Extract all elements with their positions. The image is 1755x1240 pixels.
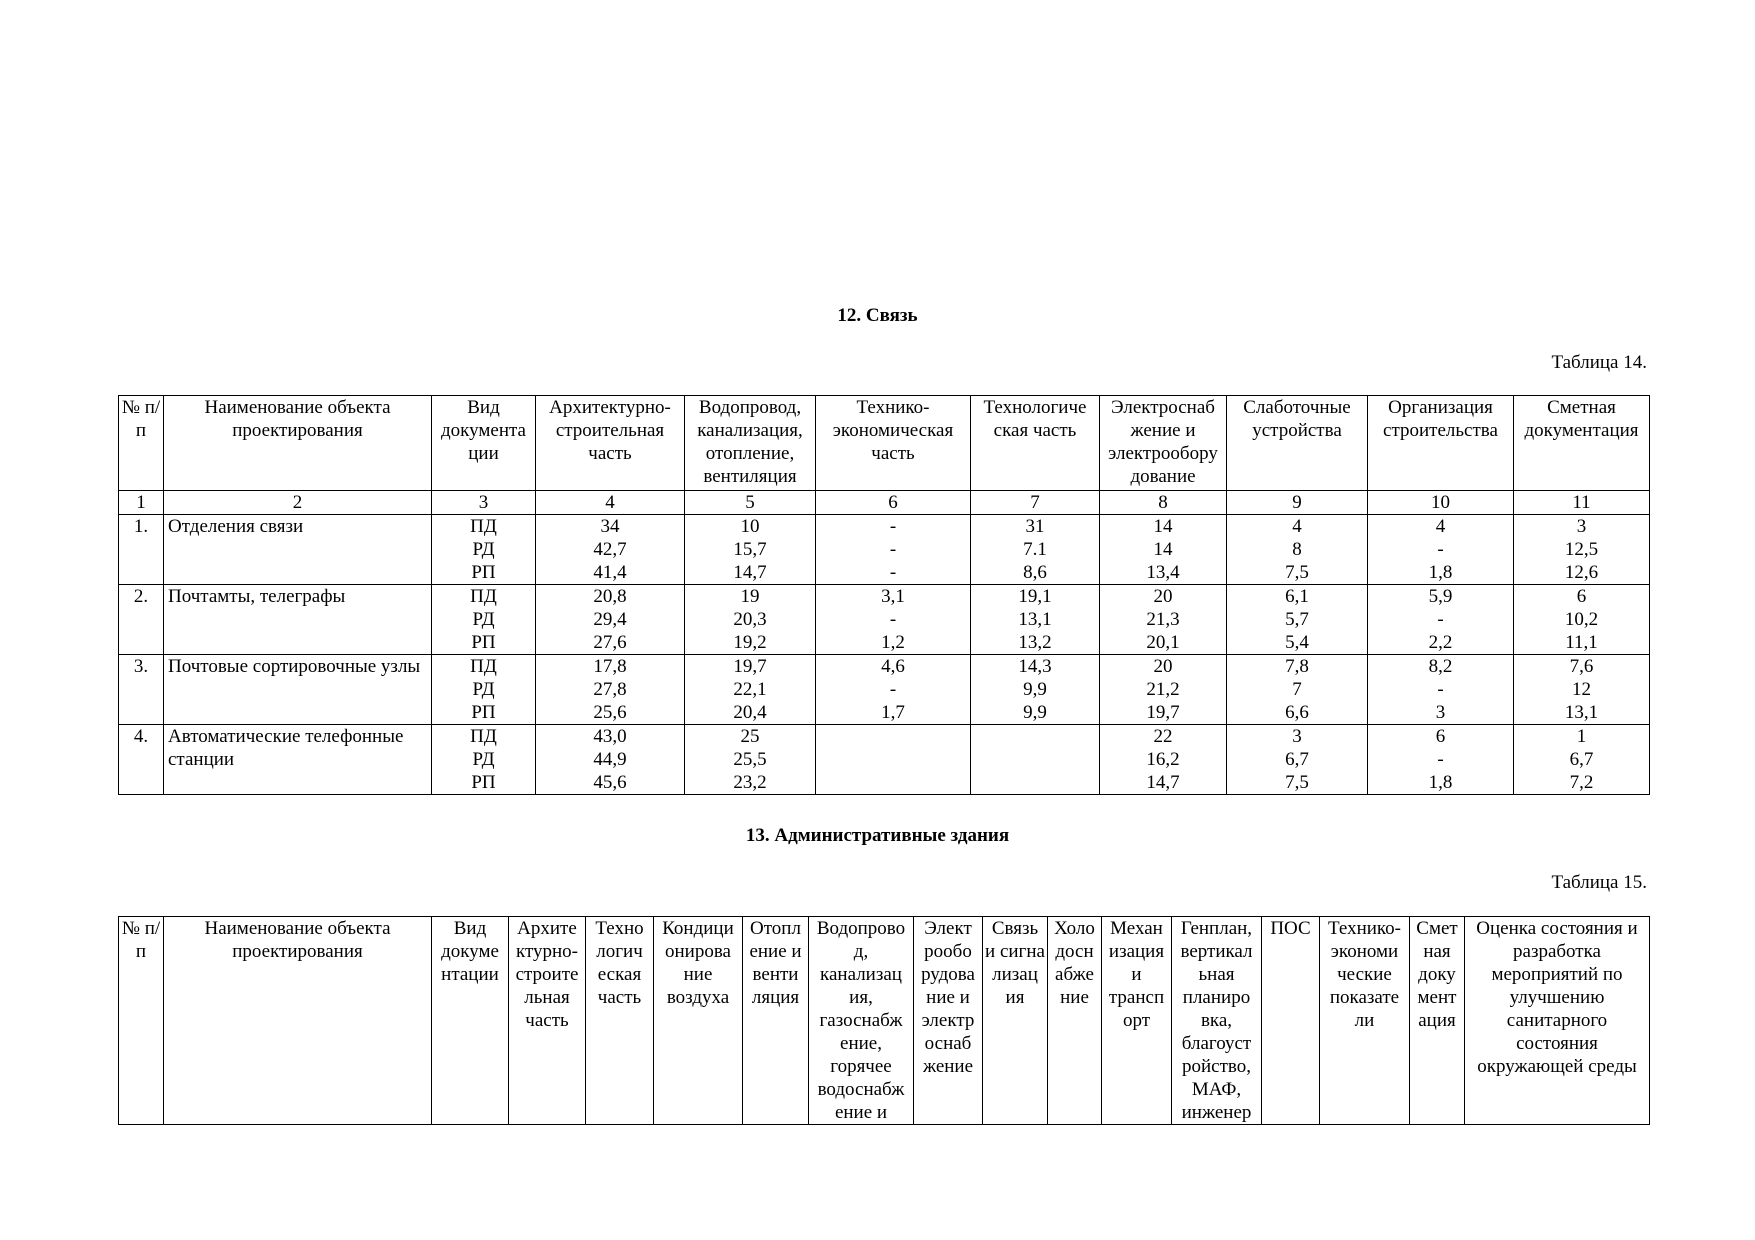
header-cell: Архитектурно-строительная часть bbox=[536, 396, 685, 491]
header-cell: Элект рообо рудова ние и электр оснаб жение bbox=[914, 917, 983, 1125]
column-number: 6 bbox=[816, 491, 971, 515]
header-cell: Связь и сигна лизац ия bbox=[983, 917, 1048, 1125]
object-name: Почтовые сортировочные узлы bbox=[164, 655, 432, 725]
section-title-communications: 12. Связь bbox=[837, 305, 918, 326]
value-cell: - - - bbox=[816, 515, 971, 585]
value-cell: 8,2 - 3 bbox=[1368, 655, 1514, 725]
value-cell: 20 21,2 19,7 bbox=[1100, 655, 1227, 725]
header-cell: № п/п bbox=[119, 396, 164, 491]
header-row bbox=[119, 396, 1650, 491]
table-caption-14: Таблица 14. bbox=[1551, 352, 1647, 373]
value-cell: 43,0 44,9 45,6 bbox=[536, 725, 685, 795]
value-cell: 3 12,5 12,6 bbox=[1514, 515, 1650, 585]
value-cell: 7,8 7 6,6 bbox=[1227, 655, 1368, 725]
row-number: 3. bbox=[119, 655, 164, 725]
column-number: 1 bbox=[119, 491, 164, 515]
header-cell: Электроснаб жение и электрообору дование bbox=[1100, 396, 1227, 491]
header-cell: Отопл ение и венти ляция bbox=[743, 917, 809, 1125]
table-row bbox=[119, 725, 1650, 795]
value-cell: 7,6 12 13,1 bbox=[1514, 655, 1650, 725]
value-cell bbox=[971, 725, 1100, 795]
object-name: Отделения связи bbox=[164, 515, 432, 585]
value-cell: 25 25,5 23,2 bbox=[685, 725, 816, 795]
column-number: 5 bbox=[685, 491, 816, 515]
value-cell: 6,1 5,7 5,4 bbox=[1227, 585, 1368, 655]
value-cell: 20,8 29,4 27,6 bbox=[536, 585, 685, 655]
value-cell: 22 16,2 14,7 bbox=[1100, 725, 1227, 795]
header-cell: Вид докуме нтации bbox=[432, 917, 509, 1125]
header-cell: Слаботочные устройства bbox=[1227, 396, 1368, 491]
value-cell: 20 21,3 20,1 bbox=[1100, 585, 1227, 655]
header-cell: Техно логич еская часть bbox=[586, 917, 654, 1125]
value-cell: 4 - 1,8 bbox=[1368, 515, 1514, 585]
value-cell bbox=[816, 725, 971, 795]
value-cell: 34 42,7 41,4 bbox=[536, 515, 685, 585]
table-communications bbox=[118, 395, 1650, 795]
header-cell: Водопровод, канализация, отопление, вентиляция bbox=[685, 396, 816, 491]
header-cell: Организация строительства bbox=[1368, 396, 1514, 491]
doc-type-cell: ПД РД РП bbox=[432, 515, 536, 585]
column-number: 8 bbox=[1100, 491, 1227, 515]
value-cell: 19,1 13,1 13,2 bbox=[971, 585, 1100, 655]
header-cell: ПОС bbox=[1262, 917, 1320, 1125]
value-cell: 4 8 7,5 bbox=[1227, 515, 1368, 585]
header-cell: Кондици онирова ние воздуха bbox=[654, 917, 743, 1125]
row-number: 4. bbox=[119, 725, 164, 795]
column-number-row bbox=[119, 491, 1650, 515]
header-cell: Смет ная доку мент ация bbox=[1410, 917, 1465, 1125]
column-number: 7 bbox=[971, 491, 1100, 515]
value-cell: 4,6 - 1,7 bbox=[816, 655, 971, 725]
row-number: 2. bbox=[119, 585, 164, 655]
table-row bbox=[119, 585, 1650, 655]
object-name: Почтамты, телеграфы bbox=[164, 585, 432, 655]
value-cell: 6 10,2 11,1 bbox=[1514, 585, 1650, 655]
value-cell: 19 20,3 19,2 bbox=[685, 585, 816, 655]
header-cell: Сметная документация bbox=[1514, 396, 1650, 491]
header-cell: Механ изация и трансп орт bbox=[1102, 917, 1172, 1125]
value-cell: 10 15,7 14,7 bbox=[685, 515, 816, 585]
header-row bbox=[119, 917, 1650, 1125]
header-cell: Оценка состояния и разработка мероприятий по улучшению санитарного состояния окружающей среды bbox=[1465, 917, 1650, 1125]
header-cell: Вид документа ции bbox=[432, 396, 536, 491]
table-row bbox=[119, 515, 1650, 585]
value-cell: 5,9 - 2,2 bbox=[1368, 585, 1514, 655]
object-name: Автоматические телефонные станции bbox=[164, 725, 432, 795]
column-number: 2 bbox=[164, 491, 432, 515]
header-cell: Наименование объекта проектирования bbox=[164, 917, 432, 1125]
column-number: 9 bbox=[1227, 491, 1368, 515]
table-administrative-buildings bbox=[118, 916, 1650, 1125]
value-cell: 6 - 1,8 bbox=[1368, 725, 1514, 795]
column-number: 10 bbox=[1368, 491, 1514, 515]
value-cell: 17,8 27,8 25,6 bbox=[536, 655, 685, 725]
header-cell: Технико-экономи ческие показате ли bbox=[1320, 917, 1410, 1125]
value-cell: 3 6,7 7,5 bbox=[1227, 725, 1368, 795]
value-cell: 3,1 - 1,2 bbox=[816, 585, 971, 655]
doc-type-cell: ПД РД РП bbox=[432, 655, 536, 725]
doc-type-cell: ПД РД РП bbox=[432, 585, 536, 655]
header-cell: Наименование объекта проектирования bbox=[164, 396, 432, 491]
section-title-administrative-buildings: 13. Административные здания bbox=[745, 825, 1010, 846]
value-cell: 14 14 13,4 bbox=[1100, 515, 1227, 585]
column-number: 3 bbox=[432, 491, 536, 515]
header-cell: Генплан, вертикал ьная планиро вка, благоуст ройство, МАФ, инженер bbox=[1172, 917, 1262, 1125]
table-caption-15: Таблица 15. bbox=[1551, 872, 1647, 893]
value-cell: 1 6,7 7,2 bbox=[1514, 725, 1650, 795]
value-cell: 14,3 9,9 9,9 bbox=[971, 655, 1100, 725]
header-cell: Технологиче ская часть bbox=[971, 396, 1100, 491]
header-cell: Холо досн абже ние bbox=[1048, 917, 1102, 1125]
row-number: 1. bbox=[119, 515, 164, 585]
header-cell: № п/п bbox=[119, 917, 164, 1125]
table-row bbox=[119, 655, 1650, 725]
column-number: 4 bbox=[536, 491, 685, 515]
header-cell: Водопрово д, канализац ия, газоснабж ение, горячее водоснабж ение и bbox=[809, 917, 914, 1125]
header-cell: Технико-экономическая часть bbox=[816, 396, 971, 491]
value-cell: 31 7.1 8,6 bbox=[971, 515, 1100, 585]
header-cell: Архите ктурно-строите льная часть bbox=[509, 917, 586, 1125]
value-cell: 19,7 22,1 20,4 bbox=[685, 655, 816, 725]
doc-type-cell: ПД РД РП bbox=[432, 725, 536, 795]
column-number: 11 bbox=[1514, 491, 1650, 515]
